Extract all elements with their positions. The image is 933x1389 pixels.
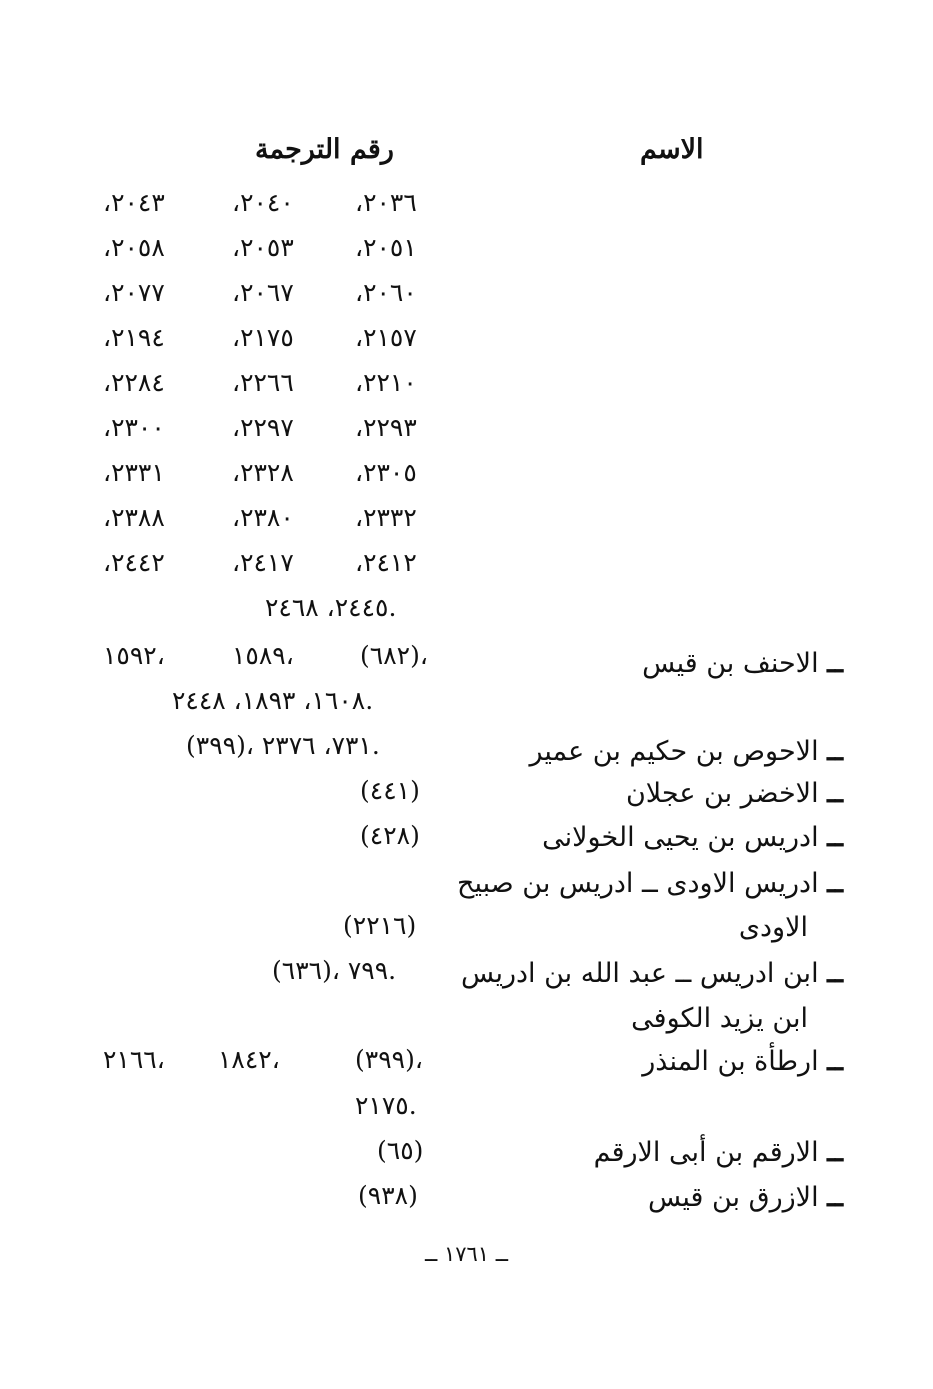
entry-numbers: (٤٢٨) xyxy=(360,821,420,850)
continuation-number: ،٢٣٢٨ xyxy=(232,458,294,487)
entry-name xyxy=(642,648,843,679)
entry-name xyxy=(542,822,843,853)
entry-name-continued: الاودى xyxy=(738,912,808,943)
entry-dash: ــ xyxy=(827,1137,843,1168)
entry-name-text: الاخضر بن عجلان xyxy=(625,778,819,809)
entry-name-text: الارقم بن أبى الارقم xyxy=(593,1137,819,1168)
entry-numbers: (٦٣٦)، ٧٩٩. xyxy=(272,956,397,985)
entry-name xyxy=(457,868,843,899)
entry-dash: ــ xyxy=(827,958,843,989)
continuation-number: ،٢٣٨٠ xyxy=(232,503,294,532)
continuation-number: ،٢٣٣١ xyxy=(103,458,165,487)
continuation-number: ،٢٠٣٦ xyxy=(355,188,417,217)
continuation-number: ،٢٠٥٨ xyxy=(103,233,165,262)
continuation-number: ،٢٢٨٤ xyxy=(103,368,165,397)
name-column-header: الاسم xyxy=(640,134,704,165)
entry-number: ١٨٤٢، xyxy=(218,1045,280,1074)
entry-name-continued: ابن يزيد الكوفى xyxy=(631,1003,808,1034)
entry-numbers: (٣٩٩)، ٧٣١، ٢٣٧٦. xyxy=(186,731,380,760)
continuation-number: ،٢٣٠٥ xyxy=(355,458,417,487)
continuation-number: ،٢٣٣٢ xyxy=(355,503,417,532)
entry-number: (٣٩٩)، xyxy=(355,1045,423,1074)
entry-name xyxy=(529,736,843,767)
entry-number: ١٥٩٢، xyxy=(103,641,165,670)
continuation-number: ،٢٢٩٧ xyxy=(232,413,294,442)
continuation-number: ،٢٠٥١ xyxy=(355,233,417,262)
entry-dash: ــ xyxy=(827,736,843,767)
entry-dash: ــ xyxy=(827,822,843,853)
continuation-number: ،٢٤١٧ xyxy=(232,548,294,577)
entry-dash: ــ xyxy=(827,1046,843,1077)
entry-name xyxy=(642,1046,843,1077)
entry-numbers: (٢٢١٦) xyxy=(343,911,417,940)
continuation-number: ،٢٠٤٠ xyxy=(232,188,294,217)
entry-number: ١٥٨٩، xyxy=(232,641,294,670)
continuation-number: ،٢٣٠٠ xyxy=(103,413,165,442)
entry-name-text: الازرق بن قيس xyxy=(647,1182,819,1213)
continuation-number: ،٢٢٩٣ xyxy=(355,413,417,442)
entry-dash: ــ xyxy=(827,1182,843,1213)
entry-dash: ــ xyxy=(827,648,843,679)
number-column-header: رقم الترجمة xyxy=(255,134,394,165)
entry-name-text: الاحنف بن قيس xyxy=(642,648,819,679)
continuation-number: ،٢٠٦٠ xyxy=(355,278,417,307)
entry-numbers: (٩٣٨) xyxy=(358,1181,418,1210)
entry-number-continued: ٢١٧٥. xyxy=(355,1091,417,1120)
entry-name-text: ادريس بن يحيى الخولانى xyxy=(542,822,819,853)
continuation-number: ،٢٤١٢ xyxy=(355,548,417,577)
entry-name-text: ارطأة بن المنذر xyxy=(642,1046,819,1077)
entry-name-text: ادريس الاودى ــ ادريس بن صبيح xyxy=(457,868,819,899)
entry-dash: ــ xyxy=(827,868,843,899)
continuation-number: ،٢٠٤٣ xyxy=(103,188,165,217)
continuation-last-line: ٢٤٤٥، ٢٤٦٨. xyxy=(265,593,397,622)
entry-name xyxy=(594,1137,843,1168)
continuation-number: ،٢٢١٠ xyxy=(355,368,417,397)
entry-numbers: (٤٤١) xyxy=(360,776,420,805)
continuation-number: ،٢٠٦٧ xyxy=(232,278,294,307)
continuation-number: ،٢٢٦٦ xyxy=(232,368,294,397)
continuation-number: ،٢٣٨٨ xyxy=(103,503,165,532)
entry-name xyxy=(626,778,843,809)
entry-number: ٢١٦٦، xyxy=(103,1045,165,1074)
entry-name xyxy=(648,1182,843,1213)
entry-number: (٦٨٢)، xyxy=(360,641,428,670)
continuation-number: ،٢١٥٧ xyxy=(355,323,417,352)
entry-numbers: (٦٥) xyxy=(377,1136,424,1165)
entry-number-continued: ١٦٠٨، ١٨٩٣، ٢٤٤٨. xyxy=(172,686,374,715)
page-number: ــ ١٧٦١ ــ xyxy=(424,1242,509,1266)
continuation-number: ،٢١٩٤ xyxy=(103,323,165,352)
continuation-number: ،٢٠٥٣ xyxy=(232,233,294,262)
continuation-number: ،٢١٧٥ xyxy=(232,323,294,352)
entry-name xyxy=(461,958,843,989)
entry-dash: ــ xyxy=(827,778,843,809)
entry-name-text: ابن ادريس ــ عبد الله بن ادريس xyxy=(461,958,819,989)
continuation-number: ،٢٠٧٧ xyxy=(103,278,165,307)
entry-name-text: الاحوص بن حكيم بن عمير xyxy=(529,736,819,767)
continuation-number: ،٢٤٤٢ xyxy=(103,548,165,577)
